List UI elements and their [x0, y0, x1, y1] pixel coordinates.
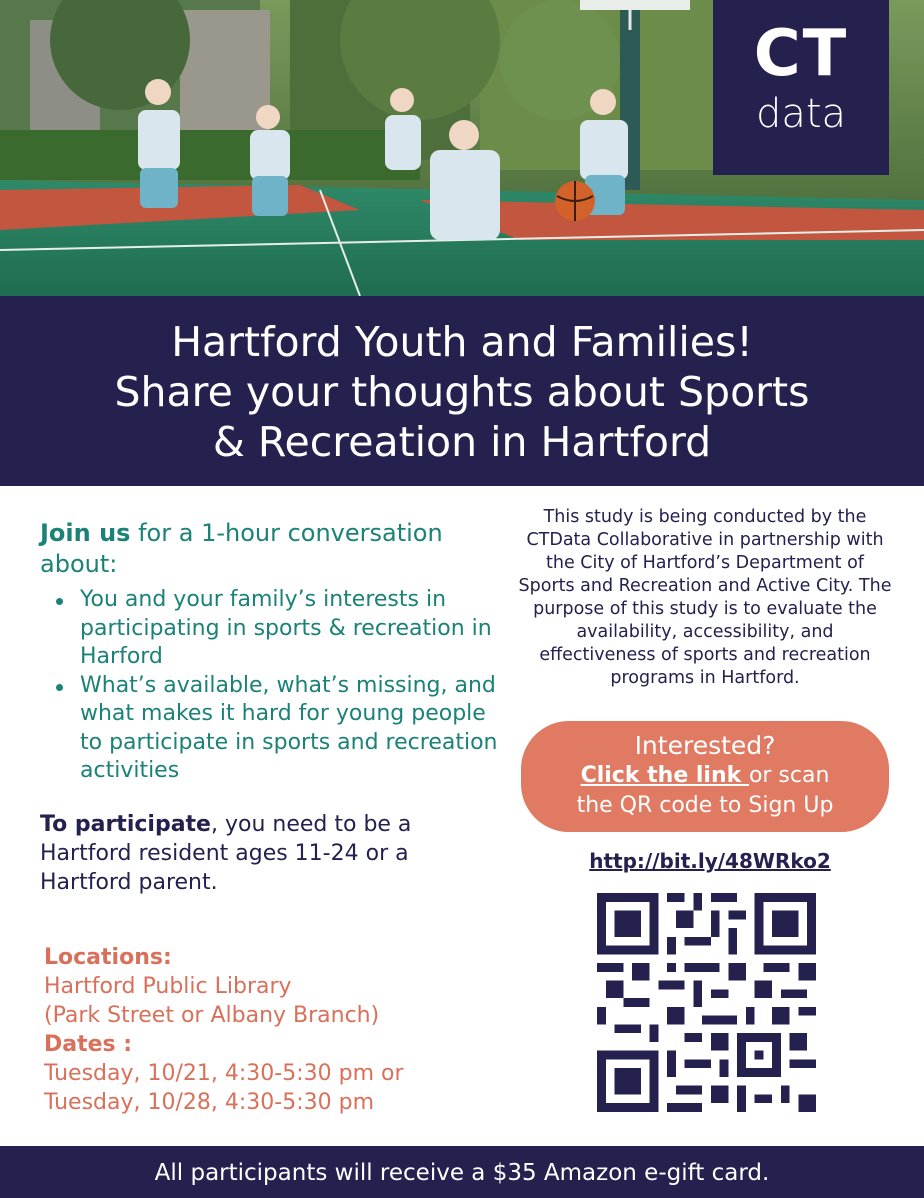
list-item [80, 586, 500, 672]
bullet-dot-icon [56, 684, 63, 691]
click-the-link[interactable]: Click the link [580, 763, 749, 788]
title-line-3: & Recreation in Hartford [212, 418, 712, 466]
topic-list [40, 586, 500, 786]
title-line-1: Hartford Youth and Families! [171, 318, 753, 366]
qr-code[interactable] [597, 893, 816, 1112]
logo-ct-text: CT [753, 17, 849, 91]
date-1: Tuesday, 10/21, 4:30-5:30 pm or [44, 1061, 404, 1086]
dates-label: Dates : [44, 1032, 133, 1057]
signup-callout [521, 721, 889, 832]
cta-line-2-rest: or scan [748, 763, 830, 788]
list-item-text: What’s available, what’s missing, and what makes it hard for young people to participate in sports and recreation activities [80, 672, 498, 783]
ctdata-logo [713, 0, 889, 175]
intro-rest: for a 1-hour conversation about: [40, 519, 443, 578]
location-line-1: Hartford Public Library [44, 974, 292, 999]
list-item-text: You and your family’s interests in participating in sports & recreation in Harford [80, 587, 492, 669]
title-banner [0, 296, 924, 486]
location-line-2: (Park Street or Albany Branch) [44, 1003, 380, 1028]
gift-card-banner: All participants will receive a $35 Amazon e-gift card. [0, 1146, 924, 1198]
event-details [44, 943, 484, 1117]
participate-rest: , you need to be a Hartford resident ages 11-24 or a Hartford parent. [40, 811, 412, 895]
cta-title: Interested? [634, 731, 776, 760]
title-line-2: Share your thoughts about Sports [114, 368, 810, 416]
locations-label: Locations: [44, 945, 172, 970]
participation-requirements [40, 810, 500, 897]
intro-text [40, 518, 500, 580]
participate-bold: To participate [40, 811, 211, 837]
date-2: Tuesday, 10/28, 4:30-5:30 pm [44, 1090, 375, 1115]
list-item [80, 672, 500, 786]
intro-bold: Join us [40, 519, 131, 547]
bullet-dot-icon [56, 598, 63, 605]
cta-line-3: the QR code to Sign Up [576, 793, 834, 818]
signup-url-link[interactable]: http://bit.ly/48WRko2 [589, 849, 831, 873]
logo-data-text: data [755, 91, 847, 137]
study-description: This study is being conducted by the CTData Collaborative in partnership with the City of Hartford’s Department of Sports and Recreation and Active City. The purpose of this study is to evaluate the availability, accessibility, and effectiveness of sports and recreation programs in Hartford. [518, 507, 892, 688]
left-column [40, 518, 500, 897]
